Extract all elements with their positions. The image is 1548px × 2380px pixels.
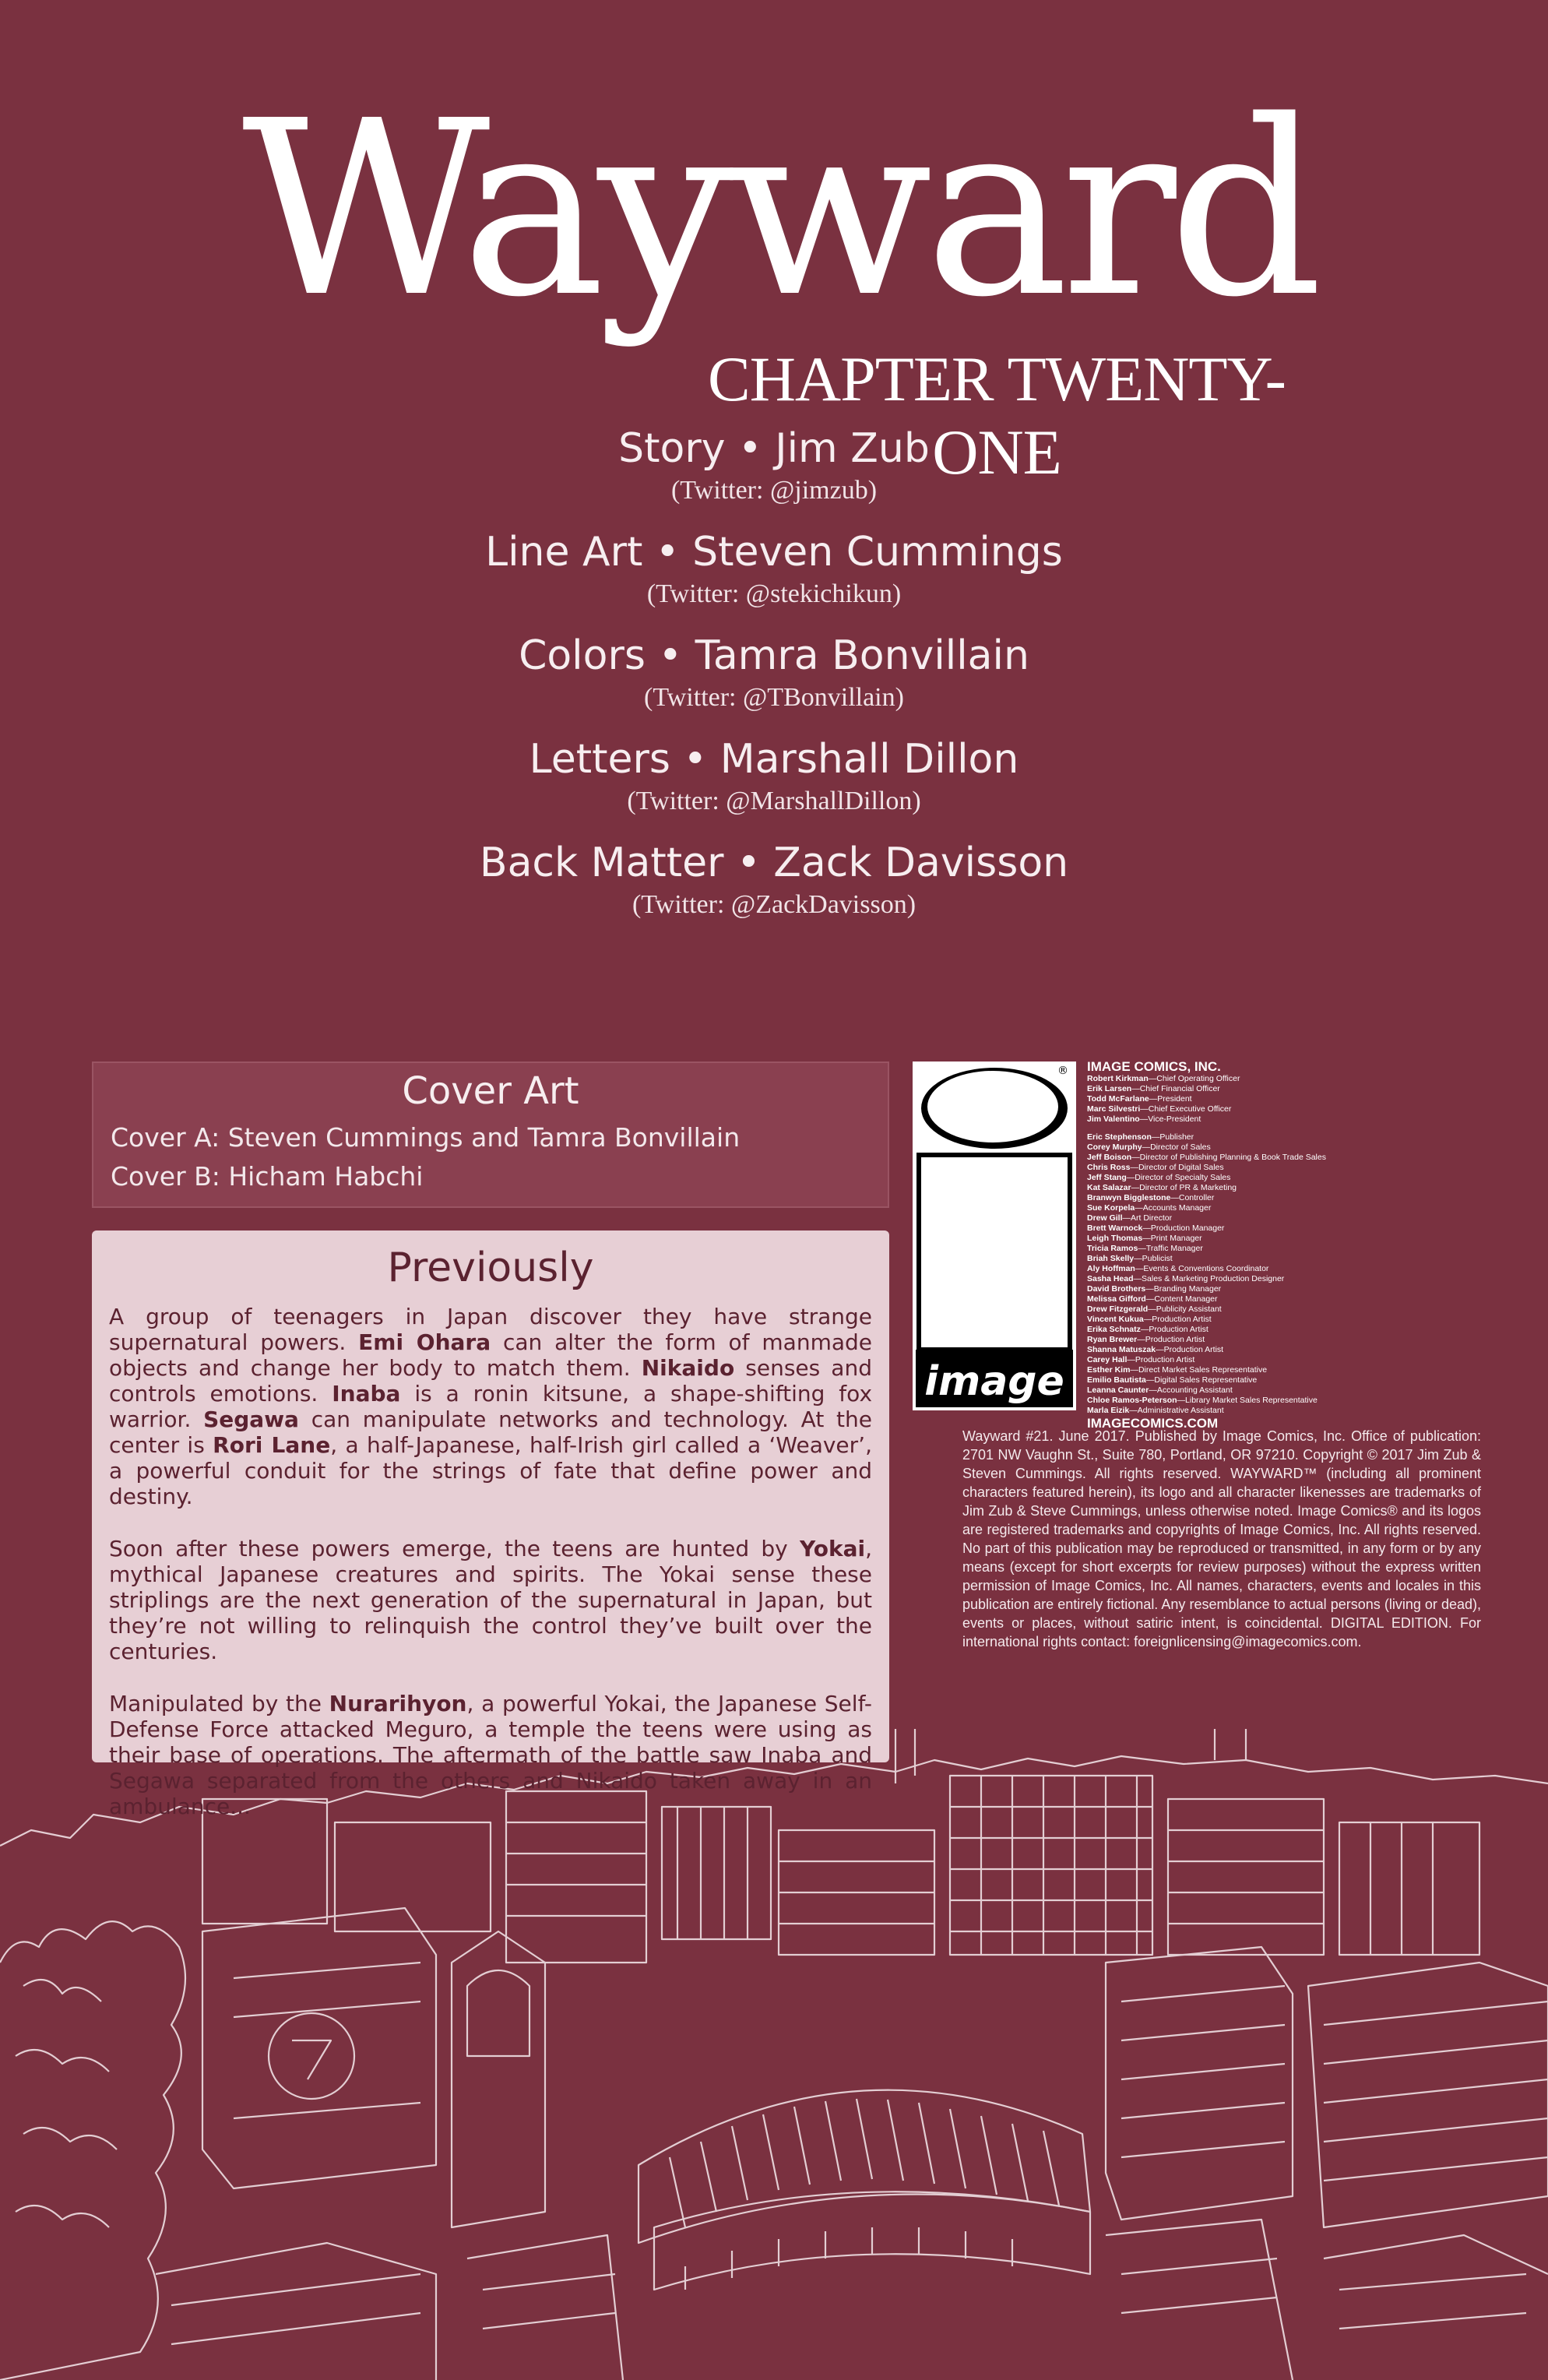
staff-title: —Vice-President bbox=[1139, 1114, 1201, 1124]
previously-paragraph-3 bbox=[109, 1691, 872, 1819]
character-name: Inaba bbox=[332, 1381, 401, 1407]
staff-title: —Production Artist bbox=[1137, 1335, 1205, 1344]
staff-title: —Director of Publishing Planning & Book Trade Sales bbox=[1131, 1153, 1326, 1162]
staff-name: Tricia Ramos bbox=[1087, 1244, 1138, 1253]
staff-title: —Production Artist bbox=[1140, 1325, 1208, 1334]
staff-name: Kat Salazar bbox=[1087, 1183, 1131, 1192]
character-name: Yokai bbox=[800, 1536, 866, 1561]
staff-entry bbox=[1087, 1153, 1523, 1163]
character-name: Rori Lane bbox=[213, 1432, 331, 1458]
staff-entry bbox=[1087, 1074, 1523, 1084]
staff-title: —Production Artist bbox=[1143, 1315, 1212, 1324]
staff-entry bbox=[1087, 1203, 1523, 1213]
previously-paragraph-1 bbox=[109, 1304, 872, 1509]
credit-name: Zack Davisson bbox=[773, 840, 1069, 886]
staff-entry bbox=[1087, 1385, 1523, 1396]
staff-name: David Brothers bbox=[1087, 1284, 1146, 1294]
image-logo-text: image bbox=[924, 1358, 1064, 1405]
staff-name: Sue Korpela bbox=[1087, 1203, 1135, 1213]
staff-name: Erika Schnatz bbox=[1087, 1325, 1141, 1334]
publisher-website[interactable]: IMAGECOMICS.COM bbox=[1087, 1416, 1219, 1431]
staff-entry bbox=[1087, 1325, 1523, 1335]
staff-name: Jim Valentino bbox=[1087, 1114, 1140, 1124]
staff-name: Erik Larsen bbox=[1087, 1084, 1132, 1093]
staff-name: Chloe Ramos-Peterson bbox=[1087, 1396, 1177, 1405]
credit-name: Jim Zub bbox=[775, 425, 930, 472]
publisher-header: IMAGE COMICS, INC. bbox=[1087, 1059, 1221, 1074]
staff-title: —Accounting Assistant bbox=[1149, 1385, 1233, 1395]
staff-name: Melissa Gifford bbox=[1087, 1294, 1146, 1304]
staff-entry bbox=[1087, 1375, 1523, 1385]
staff-entry bbox=[1087, 1132, 1523, 1142]
staff-title: —Digital Sales Representative bbox=[1145, 1375, 1258, 1385]
staff-title: —Chief Financial Officer bbox=[1131, 1084, 1220, 1093]
character-name: Nikaido bbox=[641, 1355, 735, 1381]
staff-name: Jeff Stang bbox=[1087, 1173, 1127, 1182]
credit-colors: Colors • Tamra Bonvillain (Twitter: @TBonvillain) bbox=[0, 628, 1548, 731]
staff-name: Briah Skelly bbox=[1087, 1254, 1135, 1263]
credit-name: Steven Cummings bbox=[692, 529, 1063, 576]
staff-group-executives bbox=[1087, 1074, 1523, 1125]
staff-name: Drew Fitzgerald bbox=[1087, 1304, 1149, 1314]
staff-entry bbox=[1087, 1274, 1523, 1284]
credit-role: Back Matter bbox=[479, 840, 724, 886]
staff-title: —Director of Sales bbox=[1142, 1142, 1211, 1152]
staff-name: Branwyn Bigglestone bbox=[1087, 1193, 1171, 1202]
paragraph-text: can manipulate networks and technology. At the center is bbox=[109, 1407, 872, 1458]
staff-title: —Director of PR & Marketing bbox=[1131, 1183, 1237, 1192]
staff-name: Drew Gill bbox=[1087, 1213, 1123, 1223]
staff-entry bbox=[1087, 1345, 1523, 1355]
image-staff-list bbox=[1087, 1059, 1523, 1431]
staff-entry bbox=[1087, 1335, 1523, 1345]
staff-name: Robert Kirkman bbox=[1087, 1074, 1149, 1083]
staff-entry bbox=[1087, 1193, 1523, 1203]
staff-title: —Production Artist bbox=[1156, 1345, 1224, 1354]
previously-title: Previously bbox=[387, 1245, 594, 1291]
staff-entry bbox=[1087, 1223, 1523, 1234]
staff-title: —Director of Specialty Sales bbox=[1126, 1173, 1231, 1182]
staff-name: Carey Hall bbox=[1087, 1355, 1128, 1364]
staff-entry bbox=[1087, 1173, 1523, 1183]
staff-name: Shanna Matuszak bbox=[1087, 1345, 1156, 1354]
staff-entry bbox=[1087, 1406, 1523, 1416]
character-name: Emi Ohara bbox=[358, 1329, 491, 1355]
staff-title: —Accounts Manager bbox=[1135, 1203, 1212, 1213]
staff-name: Esther Kim bbox=[1087, 1365, 1131, 1375]
paragraph-text: , a powerful Yokai, the Japanese Self-Defense Force attacked Meguro, a temple the teens were using as their base of operations. The aftermath of the battle saw Inaba and Segawa separated from the others and Nikaido taken away in an ambulance... bbox=[109, 1691, 872, 1819]
image-comics-logo bbox=[913, 1061, 1076, 1410]
credit-twitter: (Twitter: @TBonvillain) bbox=[644, 683, 904, 712]
staff-title: —Art Director bbox=[1122, 1213, 1173, 1223]
staff-name: Marc Silvestri bbox=[1087, 1104, 1141, 1114]
credit-role: Colors bbox=[519, 632, 646, 679]
staff-title: —Publisher bbox=[1151, 1132, 1194, 1142]
staff-entry bbox=[1087, 1304, 1523, 1315]
previously-box bbox=[92, 1230, 889, 1819]
cover-art-title: Cover Art bbox=[402, 1069, 579, 1113]
staff-title: —Library Market Sales Representative bbox=[1177, 1396, 1318, 1405]
staff-entry bbox=[1087, 1396, 1523, 1406]
credit-twitter: (Twitter: @jimzub) bbox=[670, 476, 878, 505]
credits-list bbox=[0, 421, 1548, 938]
staff-entry bbox=[1087, 1142, 1523, 1153]
cover-a-credit: Cover A: Steven Cummings and Tamra Bonvillain bbox=[111, 1122, 741, 1153]
cover-art-box bbox=[92, 1061, 889, 1208]
staff-name: Sasha Head bbox=[1087, 1274, 1134, 1283]
chapter-title: CHAPTER TWENTY-ONE bbox=[708, 343, 1286, 488]
staff-entry bbox=[1087, 1315, 1523, 1325]
staff-name: Corey Murphy bbox=[1087, 1142, 1142, 1152]
staff-group-team bbox=[1087, 1132, 1523, 1416]
legal-indicia: Wayward #21. June 2017. Published by Image Comics, Inc. Office of publication: 2701 NW Vaughn St., Suite 780, Portland, OR 97210. Copyright © 2017 Jim Zub & Steven Cummings. All rights reserved. WAYWARD™ (including all prominent characters featured herein), its logo and all character likenesses are trademarks of Jim Zub & Steve Cummings, unless otherwise noted. Image Comics® and its logos are registered trademarks and copyrights of Image Comics, Inc. All rights reserved. No part of this publication may be reproduced or transmitted, in any form or by any means (except for short excerpts for review purposes) without the express written permission of Image Comics, Inc. All names, characters, events and locales in this publication are entirely fictional. Any resemblance to actual persons (living or dead), events or places, without satiric intent, is coincidental. DIGITAL EDITION. For international rights contact: foreignlicensing@imagecomics.com. bbox=[962, 1428, 1481, 1649]
staff-name: Emilio Bautista bbox=[1087, 1375, 1146, 1385]
staff-title: —Chief Operating Officer bbox=[1148, 1074, 1240, 1083]
staff-name: Leigh Thomas bbox=[1087, 1234, 1143, 1243]
staff-entry bbox=[1087, 1183, 1523, 1193]
paragraph-text: Manipulated by the bbox=[109, 1691, 329, 1716]
staff-entry bbox=[1087, 1254, 1523, 1264]
staff-title: —Production Artist bbox=[1127, 1355, 1195, 1364]
city-skyline-illustration bbox=[0, 1729, 1548, 2380]
staff-title: —Director of Digital Sales bbox=[1130, 1163, 1224, 1172]
staff-entry bbox=[1087, 1114, 1523, 1125]
credit-line-art: Line Art • Steven Cummings (Twitter: @stekichikun) bbox=[0, 524, 1548, 628]
staff-name: Marla Eizik bbox=[1087, 1406, 1130, 1415]
previously-paragraph-2 bbox=[109, 1536, 872, 1664]
paragraph-text: Soon after these powers emerge, the teens are hunted by bbox=[109, 1536, 800, 1561]
staff-name: Leanna Caunter bbox=[1087, 1385, 1149, 1395]
staff-title: —President bbox=[1149, 1094, 1192, 1104]
staff-title: —Production Manager bbox=[1142, 1223, 1225, 1233]
credit-story: Story • Jim Zub (Twitter: @jimzub) bbox=[0, 421, 1548, 524]
credit-twitter: (Twitter: @ZackDavisson) bbox=[632, 890, 916, 919]
staff-entry bbox=[1087, 1365, 1523, 1375]
credit-letters: Letters • Marshall Dillon (Twitter: @MarshallDillon) bbox=[0, 731, 1548, 835]
staff-name: Aly Hoffman bbox=[1087, 1264, 1135, 1273]
staff-entry bbox=[1087, 1213, 1523, 1223]
staff-title: —Sales & Marketing Production Designer bbox=[1133, 1274, 1285, 1283]
credit-twitter: (Twitter: @stekichikun) bbox=[646, 579, 902, 608]
credit-role: Letters bbox=[529, 736, 670, 783]
staff-title: —Events & Conventions Coordinator bbox=[1135, 1264, 1269, 1273]
staff-title: —Content Manager bbox=[1145, 1294, 1218, 1304]
paragraph-text: , a half-Japanese, half-Irish girl called a ‘Weaver’, a powerful conduit for the strings of fate that define power and destiny. bbox=[109, 1432, 872, 1509]
staff-entry bbox=[1087, 1264, 1523, 1274]
staff-name: Eric Stephenson bbox=[1087, 1132, 1152, 1142]
staff-entry bbox=[1087, 1355, 1523, 1365]
staff-entry bbox=[1087, 1094, 1523, 1104]
staff-title: —Traffic Manager bbox=[1138, 1244, 1203, 1253]
credit-twitter: (Twitter: @MarshallDillon) bbox=[627, 787, 921, 815]
credit-name: Tamra Bonvillain bbox=[695, 632, 1029, 679]
paragraph-text: senses and controls emotions. bbox=[109, 1355, 872, 1407]
character-name: Nurarihyon bbox=[329, 1691, 467, 1716]
staff-name: Ryan Brewer bbox=[1087, 1335, 1138, 1344]
credit-role: Story bbox=[618, 425, 726, 472]
staff-title: —Direct Market Sales Representative bbox=[1130, 1365, 1268, 1375]
staff-title: —Administrative Assistant bbox=[1129, 1406, 1224, 1415]
staff-title: —Chief Executive Officer bbox=[1140, 1104, 1232, 1114]
staff-entry bbox=[1087, 1244, 1523, 1254]
staff-entry bbox=[1087, 1163, 1523, 1173]
staff-entry bbox=[1087, 1084, 1523, 1094]
staff-entry bbox=[1087, 1234, 1523, 1244]
staff-title: —Publicity Assistant bbox=[1148, 1304, 1222, 1314]
wayward-logo: Wayward bbox=[241, 69, 1316, 350]
paragraph-text: , mythical Japanese creatures and spirits. The Yokai sense these striplings are the next generation of the supernatural in Japan, but they’re not willing to relinquish the control they’ve built over the centuries. bbox=[109, 1536, 872, 1664]
registered-mark: ® bbox=[1057, 1065, 1068, 1077]
staff-name: Todd McFarlane bbox=[1087, 1094, 1149, 1104]
staff-title: —Controller bbox=[1170, 1193, 1215, 1202]
staff-entry bbox=[1087, 1104, 1523, 1114]
paragraph-text: can alter the form of manmade objects and change her body to match them. bbox=[109, 1329, 872, 1381]
staff-entry bbox=[1087, 1294, 1523, 1304]
paragraph-text: is a ronin kitsune, a shape-shifting fox warrior. bbox=[109, 1381, 873, 1432]
credit-name: Marshall Dillon bbox=[719, 736, 1019, 783]
staff-name: Jeff Boison bbox=[1087, 1153, 1132, 1162]
character-name: Segawa bbox=[203, 1407, 299, 1432]
cover-b-credit: Cover B: Hicham Habchi bbox=[111, 1161, 424, 1192]
staff-title: —Publicist bbox=[1134, 1254, 1173, 1263]
credit-role: Line Art bbox=[485, 529, 643, 576]
staff-title: —Print Manager bbox=[1142, 1234, 1202, 1243]
staff-name: Vincent Kukua bbox=[1087, 1315, 1144, 1324]
credit-back-matter: Back Matter • Zack Davisson (Twitter: @ZackDavisson) bbox=[0, 835, 1548, 938]
staff-title: —Branding Manager bbox=[1145, 1284, 1222, 1294]
staff-name: Chris Ross bbox=[1087, 1163, 1131, 1172]
staff-name: Brett Warnock bbox=[1087, 1223, 1143, 1233]
paragraph-text: A group of teenagers in Japan discover they have strange supernatural powers. bbox=[109, 1304, 872, 1355]
staff-entry bbox=[1087, 1284, 1523, 1294]
